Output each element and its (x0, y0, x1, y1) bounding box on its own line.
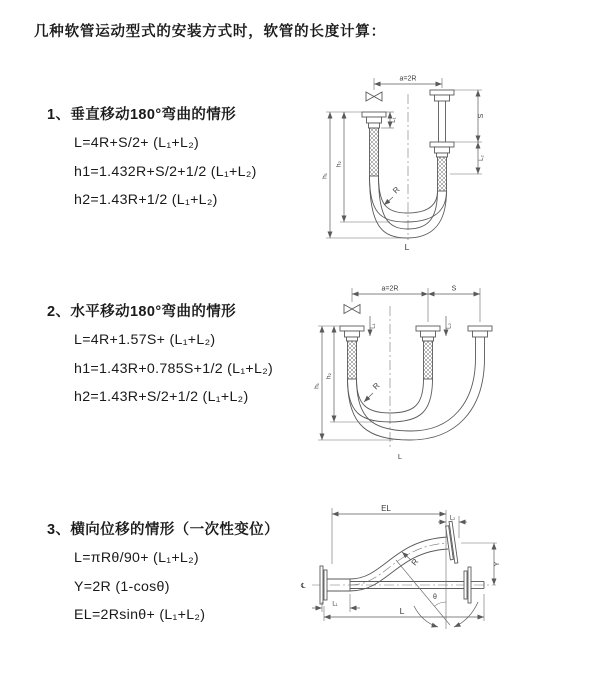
formula-line: L=πRθ/90+ (L₁+L₂) (74, 550, 199, 566)
formula-line: L=4R+1.57S+ (L₁+L₂) (74, 332, 216, 348)
d3-label-l1: L₁ (332, 601, 338, 608)
d2-label-h1: h₁ (313, 383, 321, 389)
diagram-lateral-displacement (298, 502, 503, 642)
d1-valve-icon (366, 92, 382, 101)
d1-label-h1: h₁ (321, 173, 329, 179)
d2-dim-top (352, 286, 480, 323)
d2-label-r: R (371, 380, 382, 392)
diagram-3-drawing (298, 502, 503, 642)
d2-label-s: S (451, 285, 457, 293)
diagram-vertical-180-bend (310, 64, 495, 254)
d2-label-a2r: a=2R (381, 285, 399, 293)
d3-radius-callout (402, 552, 420, 567)
d3-dim-l1 (312, 594, 360, 612)
d2-left-pipe (340, 326, 364, 379)
d1-dim-s-l2 (450, 90, 485, 174)
d2-middle-pipe (416, 326, 440, 379)
formula-line: h1=1.43R+0.785S+1/2 (L₁+L₂) (74, 360, 274, 377)
d2-label-l1: L₁ (370, 323, 377, 329)
d1-label-l2: L₂ (479, 155, 485, 161)
formula-line: Y=2R (1-cosθ) (74, 578, 170, 595)
d2-label-l2: L₂ (446, 323, 453, 329)
d2-right-pipe (468, 326, 492, 358)
formula-line: h2=1.43R+1/2 (L₁+L₂) (74, 192, 218, 208)
section-3 (47, 518, 322, 630)
d1-dim-top (374, 76, 442, 91)
d1-dim-h (322, 112, 408, 238)
d1-label-l: L (404, 242, 410, 252)
d1-right-pipe (430, 90, 454, 191)
d2-label-l: L (397, 452, 403, 461)
d1-label-l1: L₁ (391, 117, 397, 123)
d2-valve-icon (344, 305, 360, 314)
d2-hose-bend (348, 358, 485, 440)
d3-label-theta: θ (433, 594, 437, 601)
formula-line: L=4R+S/2+ (L₁+L₂) (74, 135, 200, 151)
diagram-2-drawing (308, 278, 513, 468)
section-3-heading: 3、横向位移的情形（一次性变位） (47, 522, 279, 538)
formula-line: h1=1.432R+S/2+1/2 (L₁+L₂) (74, 163, 257, 180)
d3-label-el: EL (381, 504, 391, 513)
d3-label-y: Y (494, 561, 501, 567)
d3-dim-l (324, 594, 484, 621)
formula-line: h2=1.43R+S/2+1/2 (L₁+L₂) (74, 389, 249, 405)
d1-label-a2r: a=2R (399, 75, 417, 83)
d3-hose-curve (350, 521, 458, 591)
d3-dim-el (332, 504, 446, 629)
section-2 (47, 300, 322, 412)
d2-radius-callout (364, 381, 382, 402)
diagram-1-drawing (310, 64, 495, 254)
section-1 (47, 103, 322, 215)
d3-label-l: L (399, 606, 405, 616)
section-2-heading: 2、水平移动180°弯曲的情形 (47, 304, 237, 320)
d1-label-s: S (478, 113, 485, 119)
d3-label-l2: L₂ (449, 515, 456, 522)
d1-radius-callout (384, 185, 402, 205)
d3-centerline-symbol: ℄ (301, 583, 306, 590)
diagram-horizontal-180-bend (308, 278, 513, 468)
formula-line: EL=2Rsinθ+ (L₁+L₂) (74, 607, 206, 623)
d1-left-pipe (362, 112, 386, 176)
d1-label-r: R (391, 184, 402, 196)
d3-label-r: R (409, 557, 421, 568)
page-title: 几种软管运动型式的安装方式时，软管的长度计算： (34, 24, 386, 40)
d1-label-h2: h₂ (335, 160, 343, 168)
d2-label-h2: h₂ (325, 372, 333, 380)
section-1-heading: 1、垂直移动180°弯曲的情形 (47, 107, 237, 123)
